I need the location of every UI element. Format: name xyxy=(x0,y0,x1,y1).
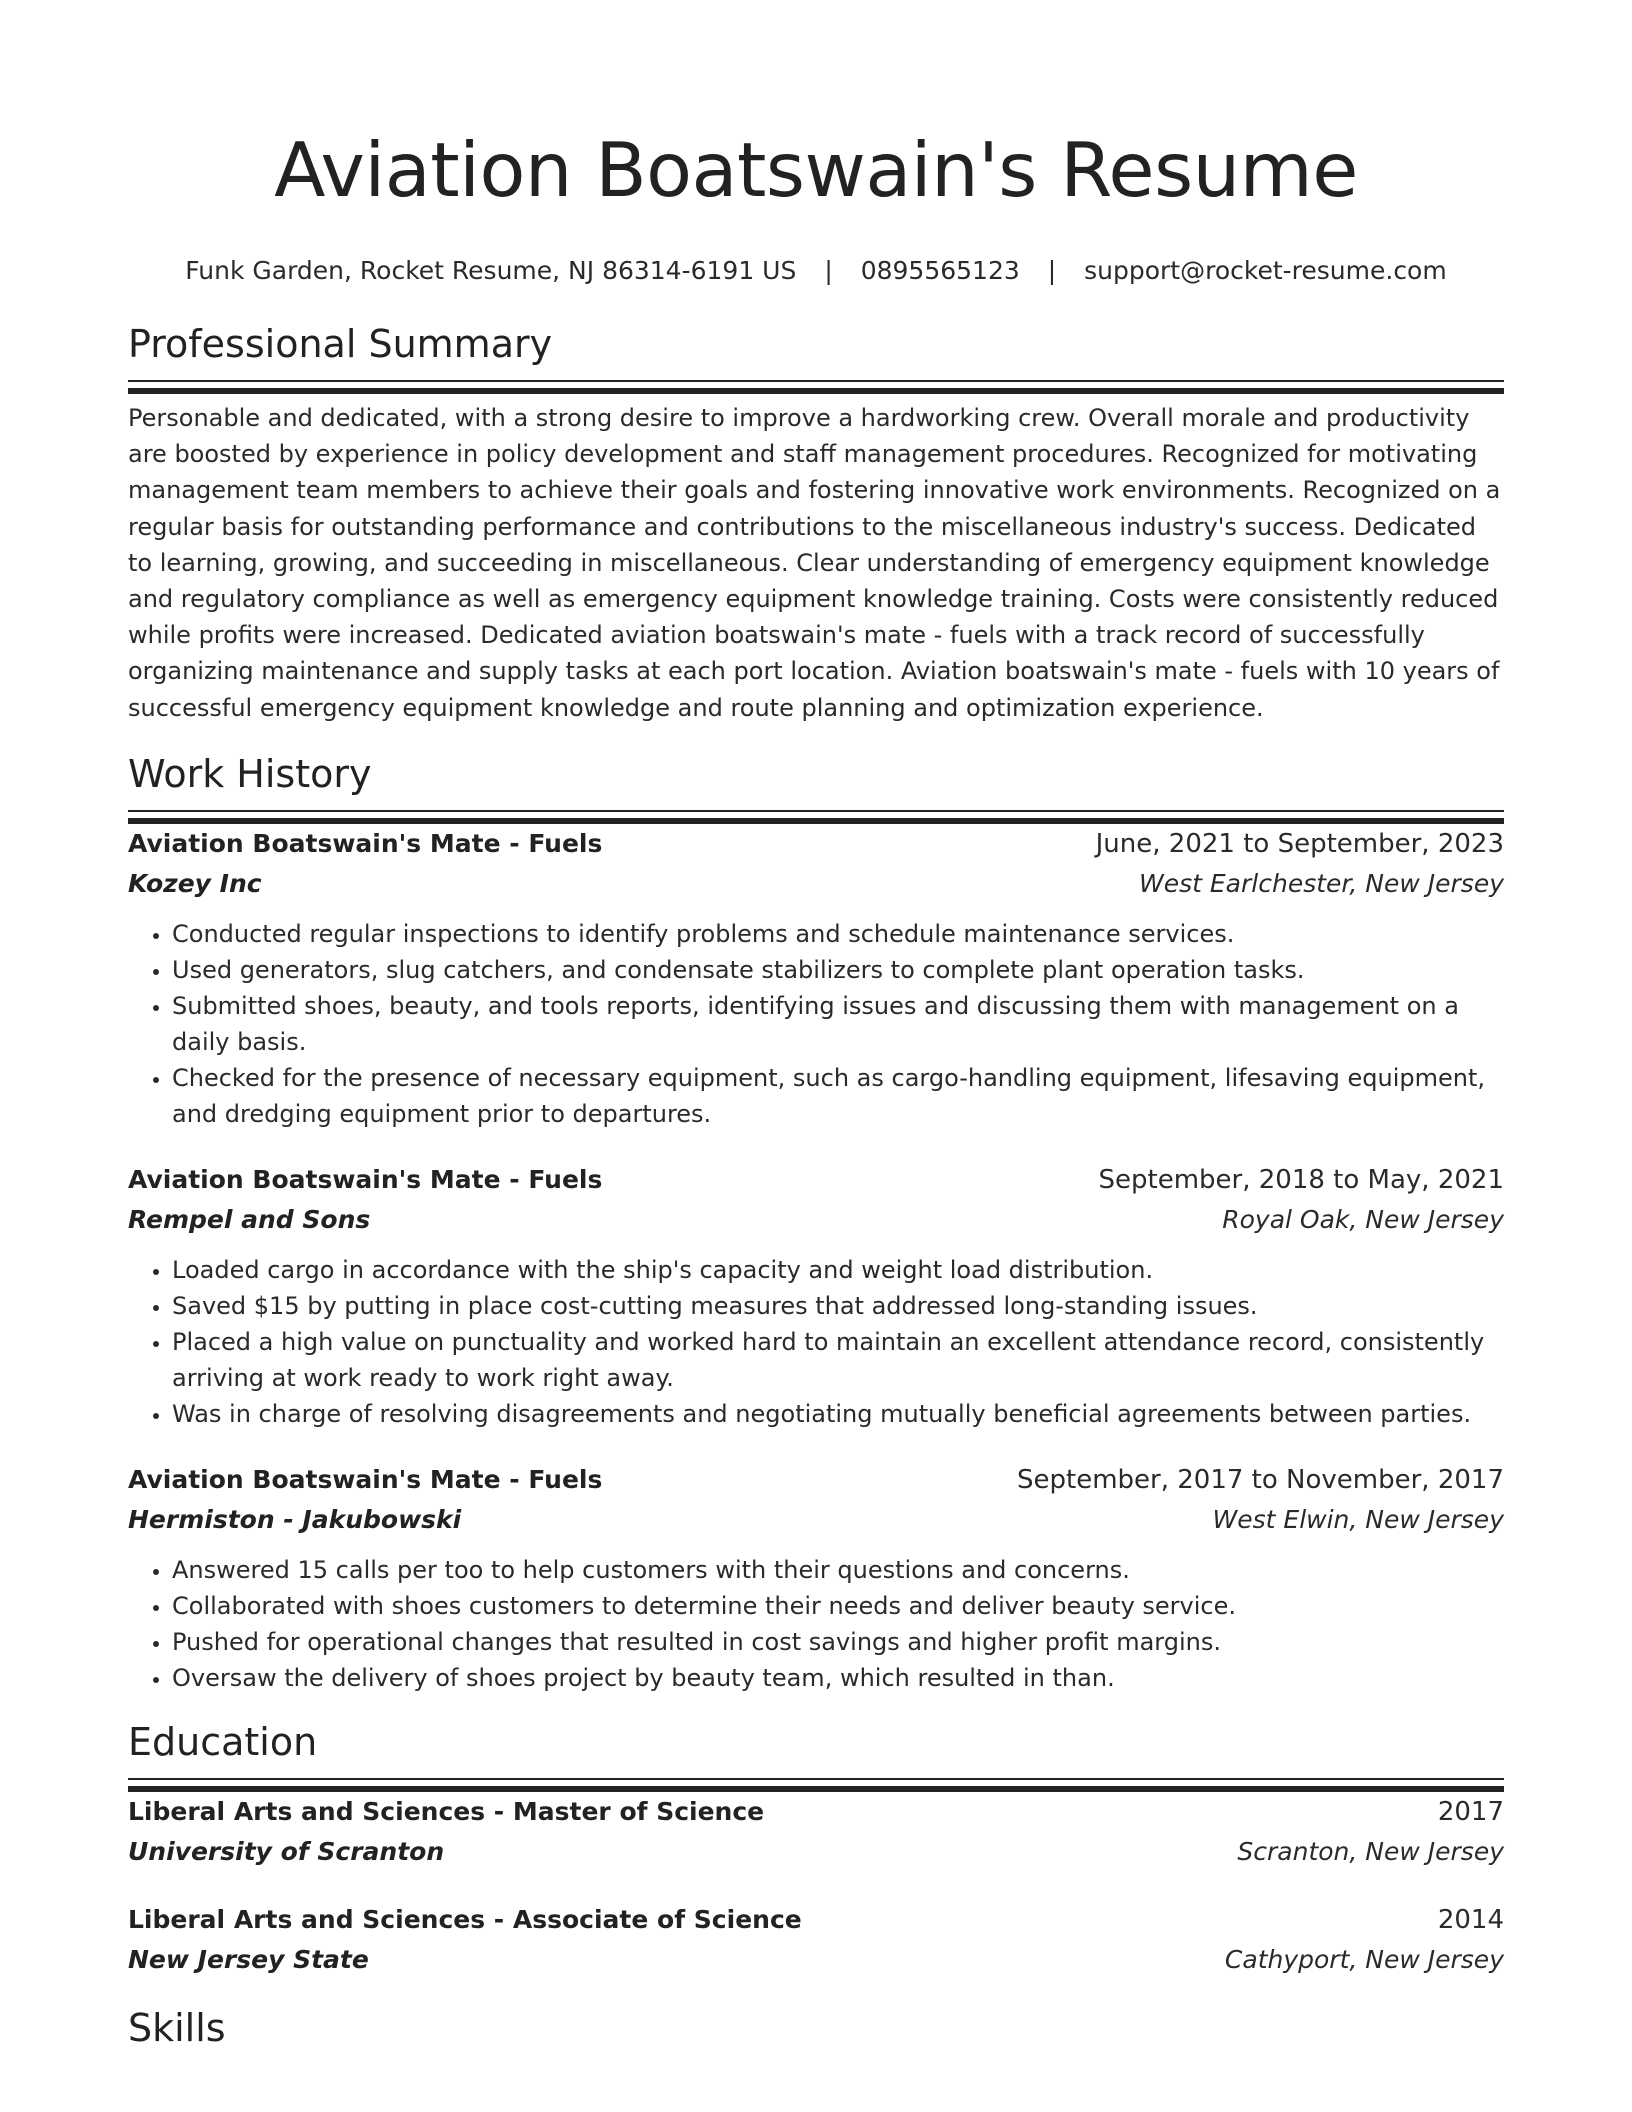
job-title: Aviation Boatswain's Mate - Fuels xyxy=(128,1164,603,1194)
list-item: • Submitted shoes, beauty, and tools reports, identifying issues and discussing them with management on a daily basis. xyxy=(172,988,1504,1060)
education-year: 2014 xyxy=(1437,1904,1504,1935)
section-heading-summary: Professional Summary xyxy=(128,322,553,366)
job-location: West Earlchester, New Jersey xyxy=(1139,868,1504,898)
resume-title: Aviation Boatswain's Resume xyxy=(274,126,1358,214)
degree-title: Liberal Arts and Sciences - Associate of Science xyxy=(128,1904,802,1934)
list-item: • Collaborated with shoes customers to determine their needs and deliver beauty service. xyxy=(172,1588,1504,1624)
school-name: New Jersey State xyxy=(128,1944,369,1974)
resume-page xyxy=(128,0,1504,2054)
contact-separator: | xyxy=(1047,256,1057,285)
education-section xyxy=(128,1716,1504,1980)
contact-phone: 0895565123 xyxy=(860,256,1020,285)
school-name: University of Scranton xyxy=(128,1836,445,1866)
section-heading-work-history: Work History xyxy=(128,751,372,796)
job-entry xyxy=(128,1460,1504,1696)
contact-address: Funk Garden, Rocket Resume, NJ 86314-6191 US xyxy=(185,256,797,285)
list-item: • Used generators, slug catchers, and condensate stabilizers to complete plant operation tasks. xyxy=(172,952,1504,988)
school-location: Cathyport, New Jersey xyxy=(1224,1944,1504,1974)
summary-text: Personable and dedicated, with a strong desire to improve a hardworking crew. Overall morale and productivity are boosted by experience in policy development and staff management procedures. Recognized for motivating management team members to achieve their goals and fostering innovative work environments. Recognized on a regular basis for outstanding performance and contributions to the miscellaneous industry's success. Dedicated to learning, growing, and succeeding in miscellaneous. Clear understanding of emergency equipment knowledge and regulatory compliance as well as emergency equipment knowledge training. Costs were consistently reduced while profits were increased. Dedicated aviation boatswain's mate - fuels with a track record of successfully organizing maintenance and supply tasks at each port location. Aviation boatswain's mate - fuels with 10 years of successful emergency equipment knowledge and route planning and optimization experience. xyxy=(128,404,1501,722)
company-name: Hermiston - Jakubowski xyxy=(128,1504,462,1534)
section-heading-skills: Skills xyxy=(128,2005,226,2050)
education-entry xyxy=(128,1792,1504,1872)
degree-title: Liberal Arts and Sciences - Master of Science xyxy=(128,1796,765,1826)
list-item: • Conducted regular inspections to identify problems and schedule maintenance services. xyxy=(172,916,1504,952)
company-name: Kozey Inc xyxy=(128,868,262,898)
job-bullets xyxy=(128,1552,1504,1696)
list-item: • Loaded cargo in accordance with the ship's capacity and weight load distribution. xyxy=(172,1252,1504,1288)
job-location: West Elwin, New Jersey xyxy=(1212,1504,1504,1534)
contact-line xyxy=(128,254,1504,288)
job-title: Aviation Boatswain's Mate - Fuels xyxy=(128,1464,603,1494)
job-title: Aviation Boatswain's Mate - Fuels xyxy=(128,828,603,858)
contact-email: support@rocket-resume.com xyxy=(1084,256,1447,285)
job-bullets xyxy=(128,916,1504,1132)
list-item: • Was in charge of resolving disagreements and negotiating mutually beneficial agreements between parties. xyxy=(172,1396,1504,1432)
job-location: Royal Oak, New Jersey xyxy=(1222,1204,1504,1234)
summary-section xyxy=(128,318,1504,726)
job-dates: June, 2021 to September, 2023 xyxy=(1095,828,1504,859)
list-item: • Answered 15 calls per too to help customers with their questions and concerns. xyxy=(172,1552,1504,1588)
job-dates: September, 2018 to May, 2021 xyxy=(1098,1164,1504,1195)
list-item: • Saved $15 by putting in place cost-cutting measures that addressed long-standing issues. xyxy=(172,1288,1504,1324)
skills-section xyxy=(128,2002,1504,2054)
work-history-section xyxy=(128,748,1504,1696)
job-bullets xyxy=(128,1252,1504,1432)
education-entry xyxy=(128,1900,1504,1980)
company-name: Rempel and Sons xyxy=(128,1204,371,1234)
list-item: • Checked for the presence of necessary equipment, such as cargo-handling equipment, lifesaving equipment, and dredging equipment prior to departures. xyxy=(172,1060,1504,1132)
job-dates: September, 2017 to November, 2017 xyxy=(1017,1464,1504,1495)
job-entry xyxy=(128,1160,1504,1432)
contact-separator: | xyxy=(824,256,833,285)
list-item: • Oversaw the delivery of shoes project by beauty team, which resulted in than. xyxy=(172,1660,1504,1696)
list-item: • Pushed for operational changes that resulted in cost savings and higher profit margins. xyxy=(172,1624,1504,1660)
list-item: • Placed a high value on punctuality and worked hard to maintain an excellent attendance record, consistently arriving at work ready to work right away. xyxy=(172,1324,1504,1396)
school-location: Scranton, New Jersey xyxy=(1237,1836,1504,1866)
job-entry xyxy=(128,824,1504,1132)
education-year: 2017 xyxy=(1437,1796,1504,1827)
section-heading-education: Education xyxy=(128,1719,318,1764)
